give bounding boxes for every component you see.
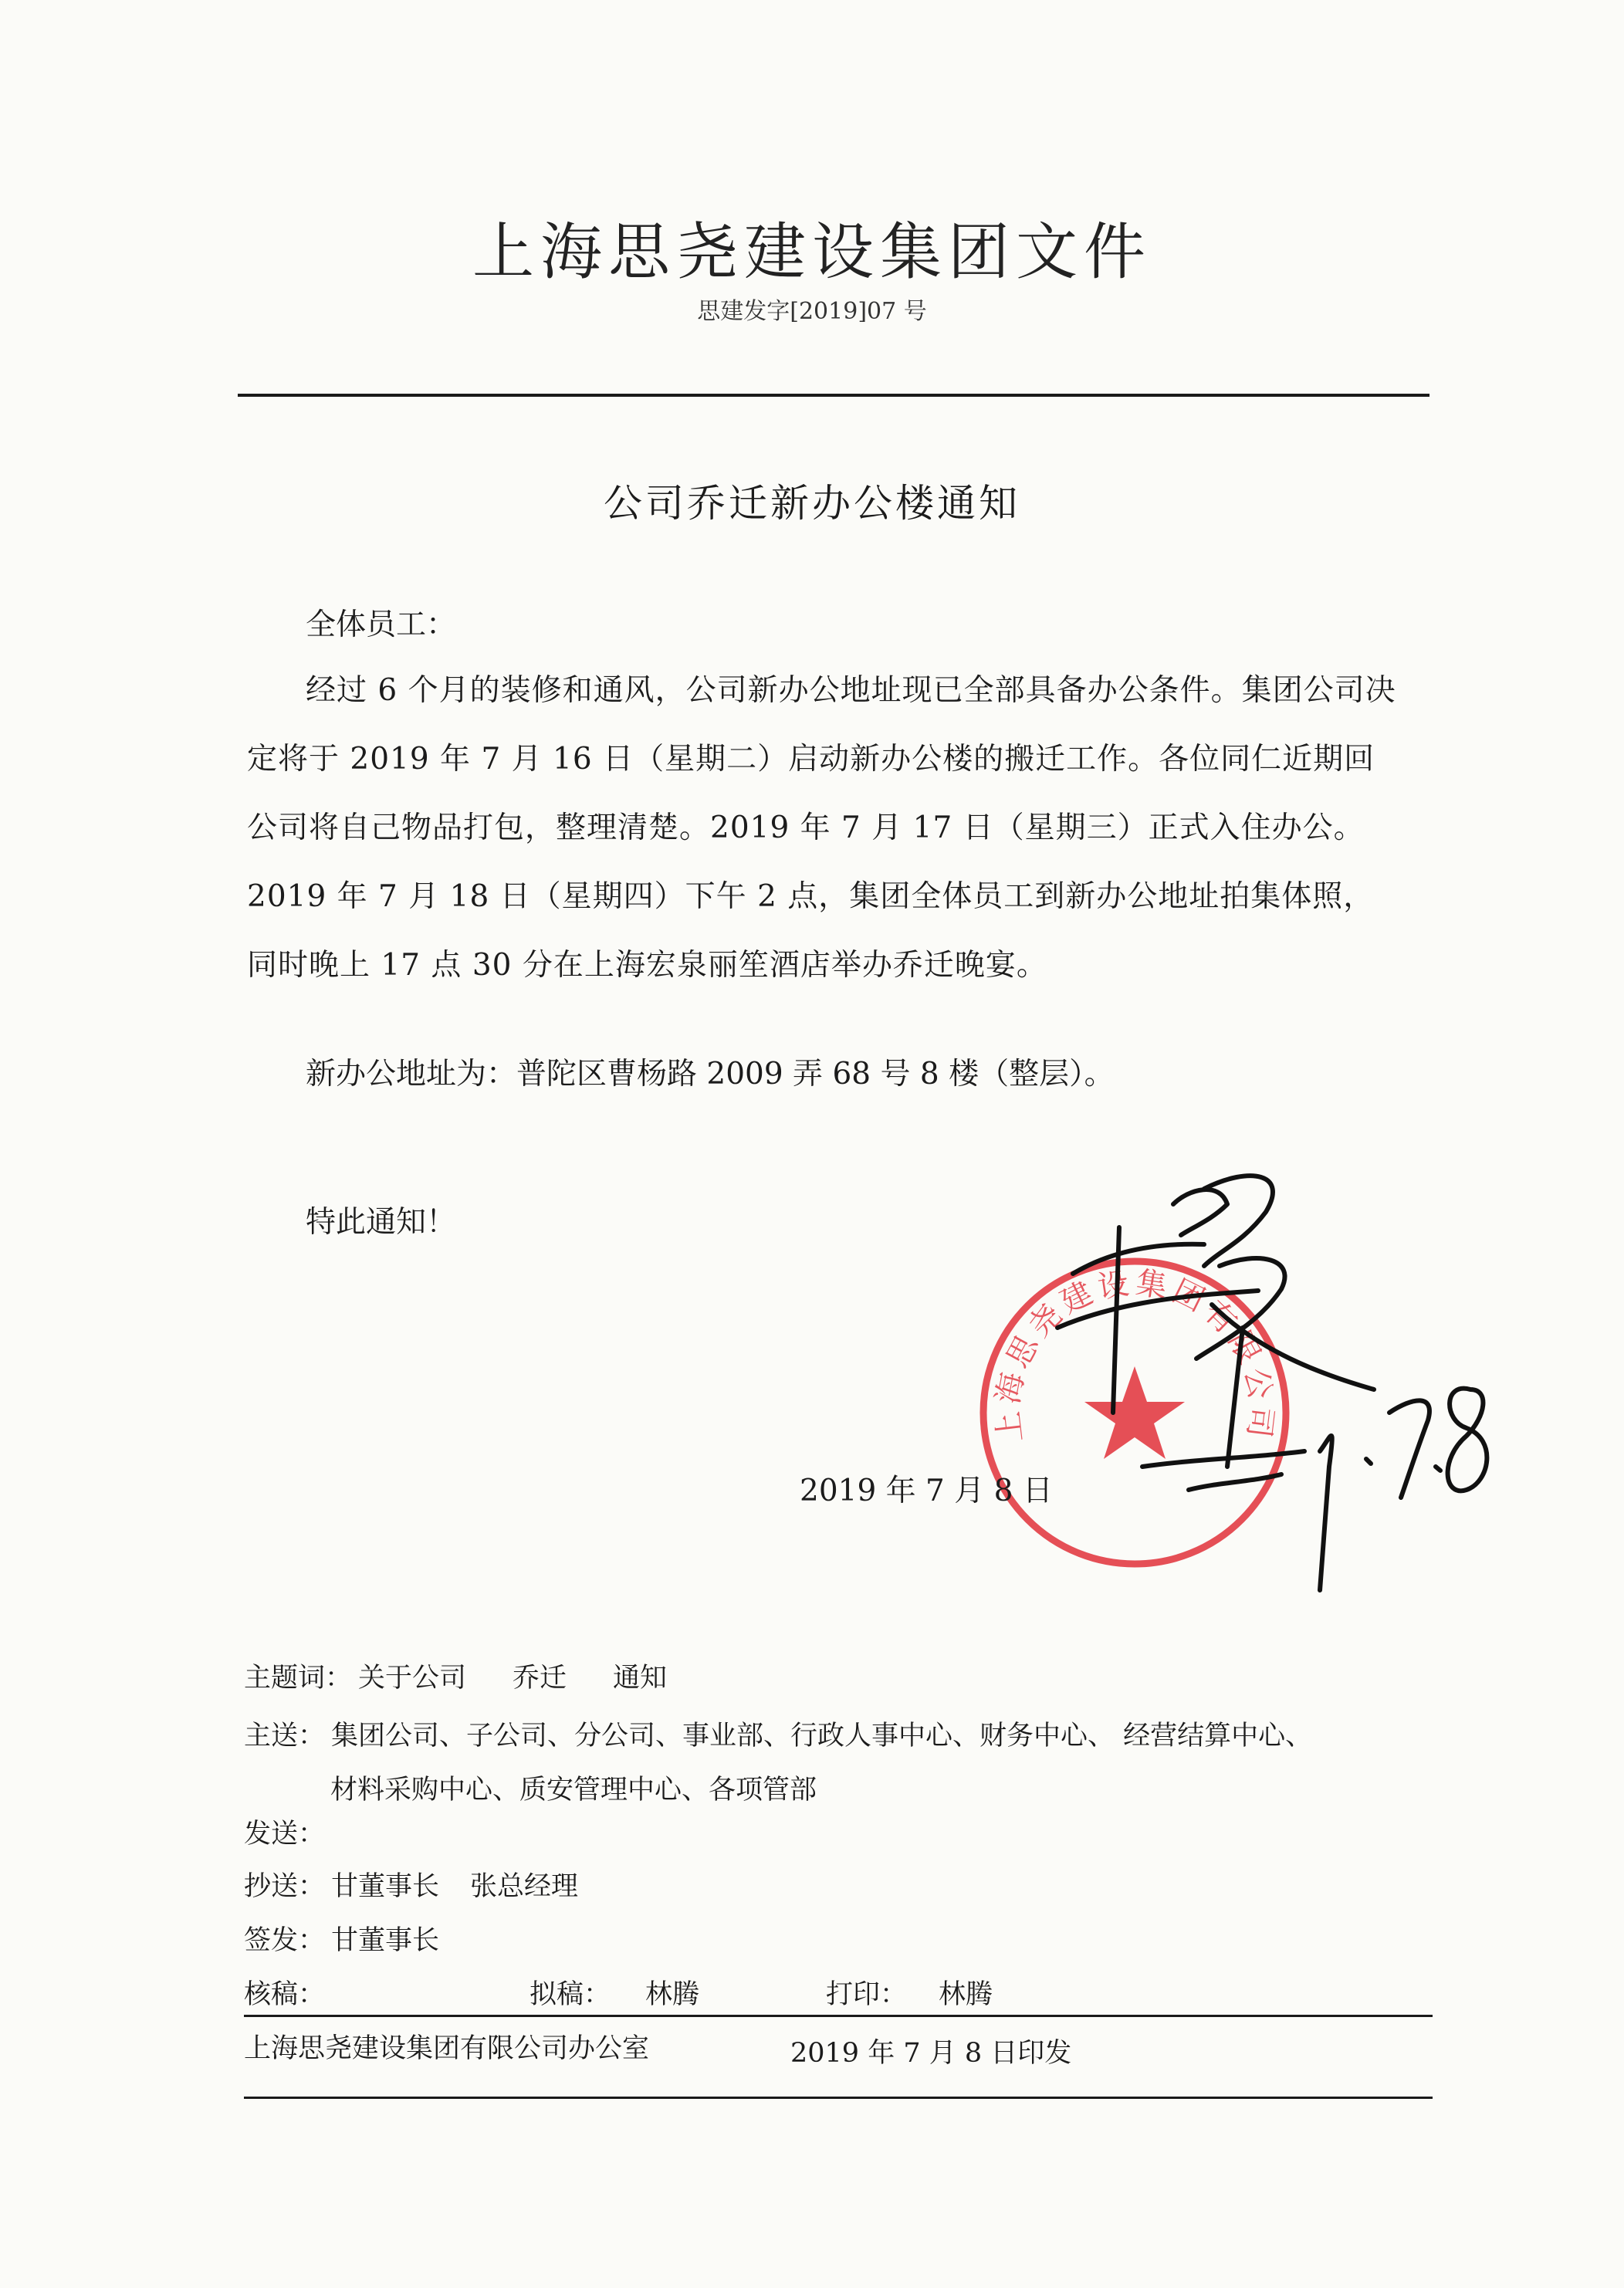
print-value: 林腾 (939, 1979, 993, 2010)
keyword: 通知 (613, 1663, 668, 1694)
send-field (244, 1812, 325, 1851)
handwritten-signature (1027, 1158, 1505, 1606)
signing-date: 2019 年 7 月 8 日 (800, 1474, 1053, 1508)
issuer-value: 甘董事长 (331, 1925, 440, 1956)
keywords-label: 主题词： (244, 1663, 353, 1694)
recipients-line-2: 材料采购中心、质安管理中心、各项管部 (330, 1775, 817, 1806)
salutation: 全体员工： (306, 608, 457, 642)
footer-divider-bottom (244, 2097, 1433, 2099)
draft-label: 拟稿： (529, 1979, 611, 2010)
subject-keywords (244, 1657, 667, 1695)
recipients-line-1: 集团公司、子公司、分公司、事业部、行政人事中心、财务中心、 经营结算中心、 (331, 1721, 1313, 1752)
closing-line: 特此通知！ (306, 1205, 457, 1240)
footer-divider-top (244, 2015, 1433, 2017)
keyword: 乔迁 (513, 1663, 567, 1694)
header-divider (238, 394, 1429, 397)
keyword: 关于公司 (358, 1663, 467, 1694)
send-label: 发送： (244, 1819, 326, 1850)
document-number: 思建发字[2019]07 号 (697, 298, 927, 325)
cc-field (244, 1865, 578, 1904)
notice-title: 公司乔迁新办公楼通知 (604, 481, 1020, 526)
issuing-office: 上海思尧建设集团有限公司办公室 (244, 2033, 650, 2064)
cc-value: 张总经理 (470, 1871, 579, 1902)
check-label: 核稿： (244, 1979, 326, 2010)
notice-body: 经过 6 个月的装修和通风，公司新办公地址现已全部具备办公条件。集团公司决定将于 2019 年 7 月 16 日（星期二）启动新办公楼的搬迁工作。各位同仁近期回公司将自己物品打包，整理清楚。2019 年 7 月 17 日（星期三）正式入住办公。2019 年 7 月 18 日（星期四）下午 2 点，集团全体员工到新办公地址拍集体照，同时晚上 17 点 30 分在上海宏泉丽笙酒店举办乔迁晚宴。 (247, 673, 1396, 983)
draft-value: 林腾 (645, 1979, 700, 2010)
recipients-label: 主送： (244, 1721, 326, 1752)
new-office-address: 新办公地址为：普陀区曹杨路 2009 弄 68 号 8 楼（整层）。 (306, 1057, 1115, 1092)
issuer-field (244, 1919, 439, 1958)
issuer-label: 签发： (244, 1925, 326, 1956)
issue-date: 2019 年 7 月 8 日印发 (790, 2038, 1072, 2069)
cc-label: 抄送： (244, 1871, 326, 1902)
print-label: 打印： (826, 1979, 908, 2010)
primary-recipients (244, 1709, 1448, 1817)
cc-value: 甘董事长 (331, 1871, 440, 1902)
org-document-title: 上海思尧建设集团文件 (472, 216, 1152, 288)
seal-ring-text: 上海思尧建设集团有限公司 (990, 1264, 1280, 1444)
